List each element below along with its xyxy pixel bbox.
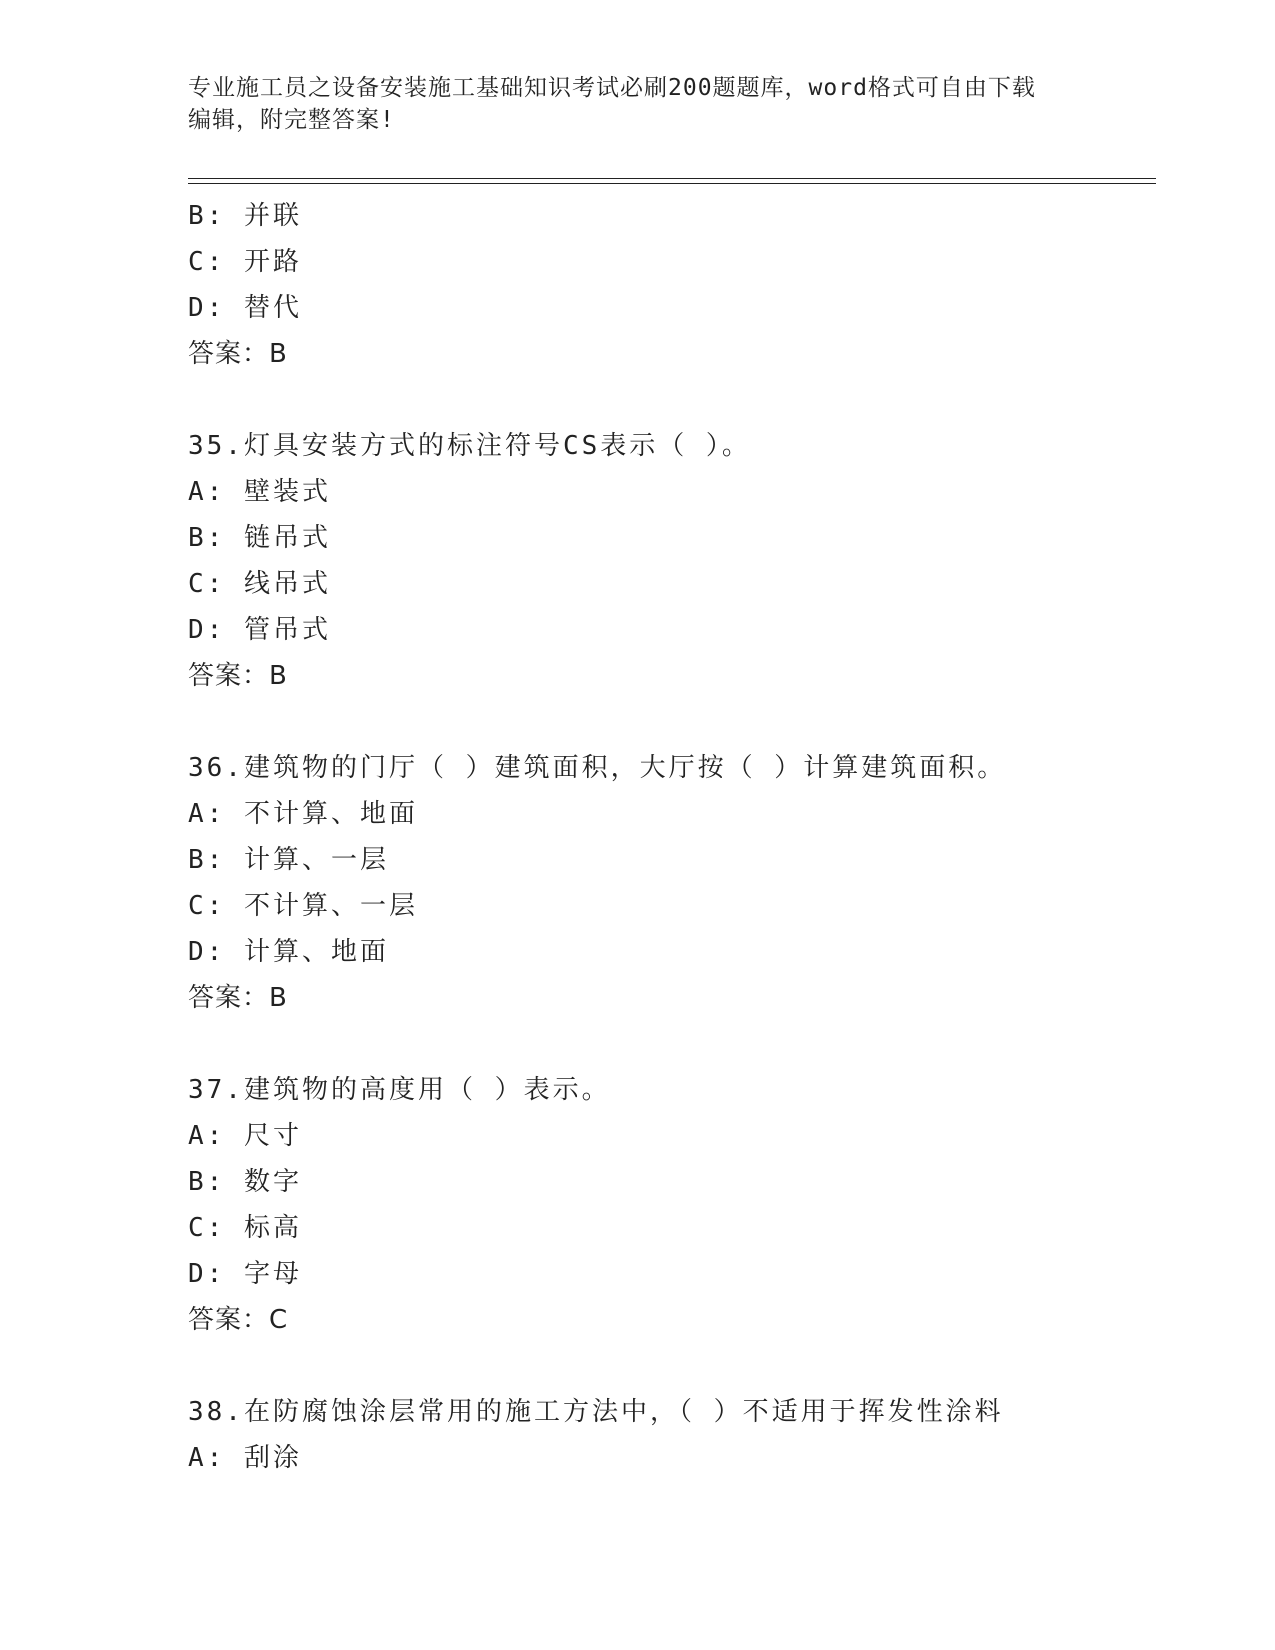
option-c: C: 开路 bbox=[188, 247, 302, 277]
option-d: D: 管吊式 bbox=[188, 615, 331, 645]
header-line-2: 编辑，附完整答案! bbox=[188, 107, 395, 133]
answer-line: 答案：B bbox=[188, 339, 288, 369]
question-36 bbox=[188, 745, 1156, 1021]
option-c: C: 线吊式 bbox=[188, 569, 331, 599]
header-divider-bottom bbox=[188, 183, 1156, 184]
option-b: B: 链吊式 bbox=[188, 523, 331, 553]
question-37 bbox=[188, 1067, 1156, 1343]
option-c: C: 不计算、一层 bbox=[188, 891, 418, 921]
answer-line: 答案：B bbox=[188, 983, 288, 1013]
question-38 bbox=[188, 1389, 1156, 1481]
document-header bbox=[188, 72, 1088, 136]
option-b: B: 数字 bbox=[188, 1167, 302, 1197]
option-a: A: 刮涂 bbox=[188, 1443, 302, 1473]
option-d: D: 计算、地面 bbox=[188, 937, 389, 967]
question-35 bbox=[188, 423, 1156, 699]
option-a: A: 不计算、地面 bbox=[188, 799, 418, 829]
question-list bbox=[188, 193, 1156, 1481]
option-d: D: 替代 bbox=[188, 293, 302, 323]
header-line-1: 专业施工员之设备安装施工基础知识考试必刷200题题库，word格式可自由下载 bbox=[188, 75, 1036, 101]
question-text: 38.在防腐蚀涂层常用的施工方法中，（ ）不适用于挥发性涂料 bbox=[188, 1397, 1004, 1427]
question-text: 35.灯具安装方式的标注符号CS表示（ ）。 bbox=[188, 431, 751, 461]
answer-line: 答案：B bbox=[188, 661, 288, 691]
header-divider-top bbox=[188, 178, 1156, 179]
option-b: B: 计算、一层 bbox=[188, 845, 389, 875]
question-text: 36.建筑物的门厅（ ）建筑面积，大厅按（ ）计算建筑面积。 bbox=[188, 753, 1007, 783]
option-d: D: 字母 bbox=[188, 1259, 302, 1289]
question-continued bbox=[188, 193, 1156, 377]
option-a: A: 尺寸 bbox=[188, 1121, 302, 1151]
option-b: B: 并联 bbox=[188, 201, 302, 231]
option-c: C: 标高 bbox=[188, 1213, 302, 1243]
question-text: 37.建筑物的高度用（ ）表示。 bbox=[188, 1075, 611, 1105]
answer-line: 答案：C bbox=[188, 1305, 289, 1335]
option-a: A: 壁装式 bbox=[188, 477, 331, 507]
